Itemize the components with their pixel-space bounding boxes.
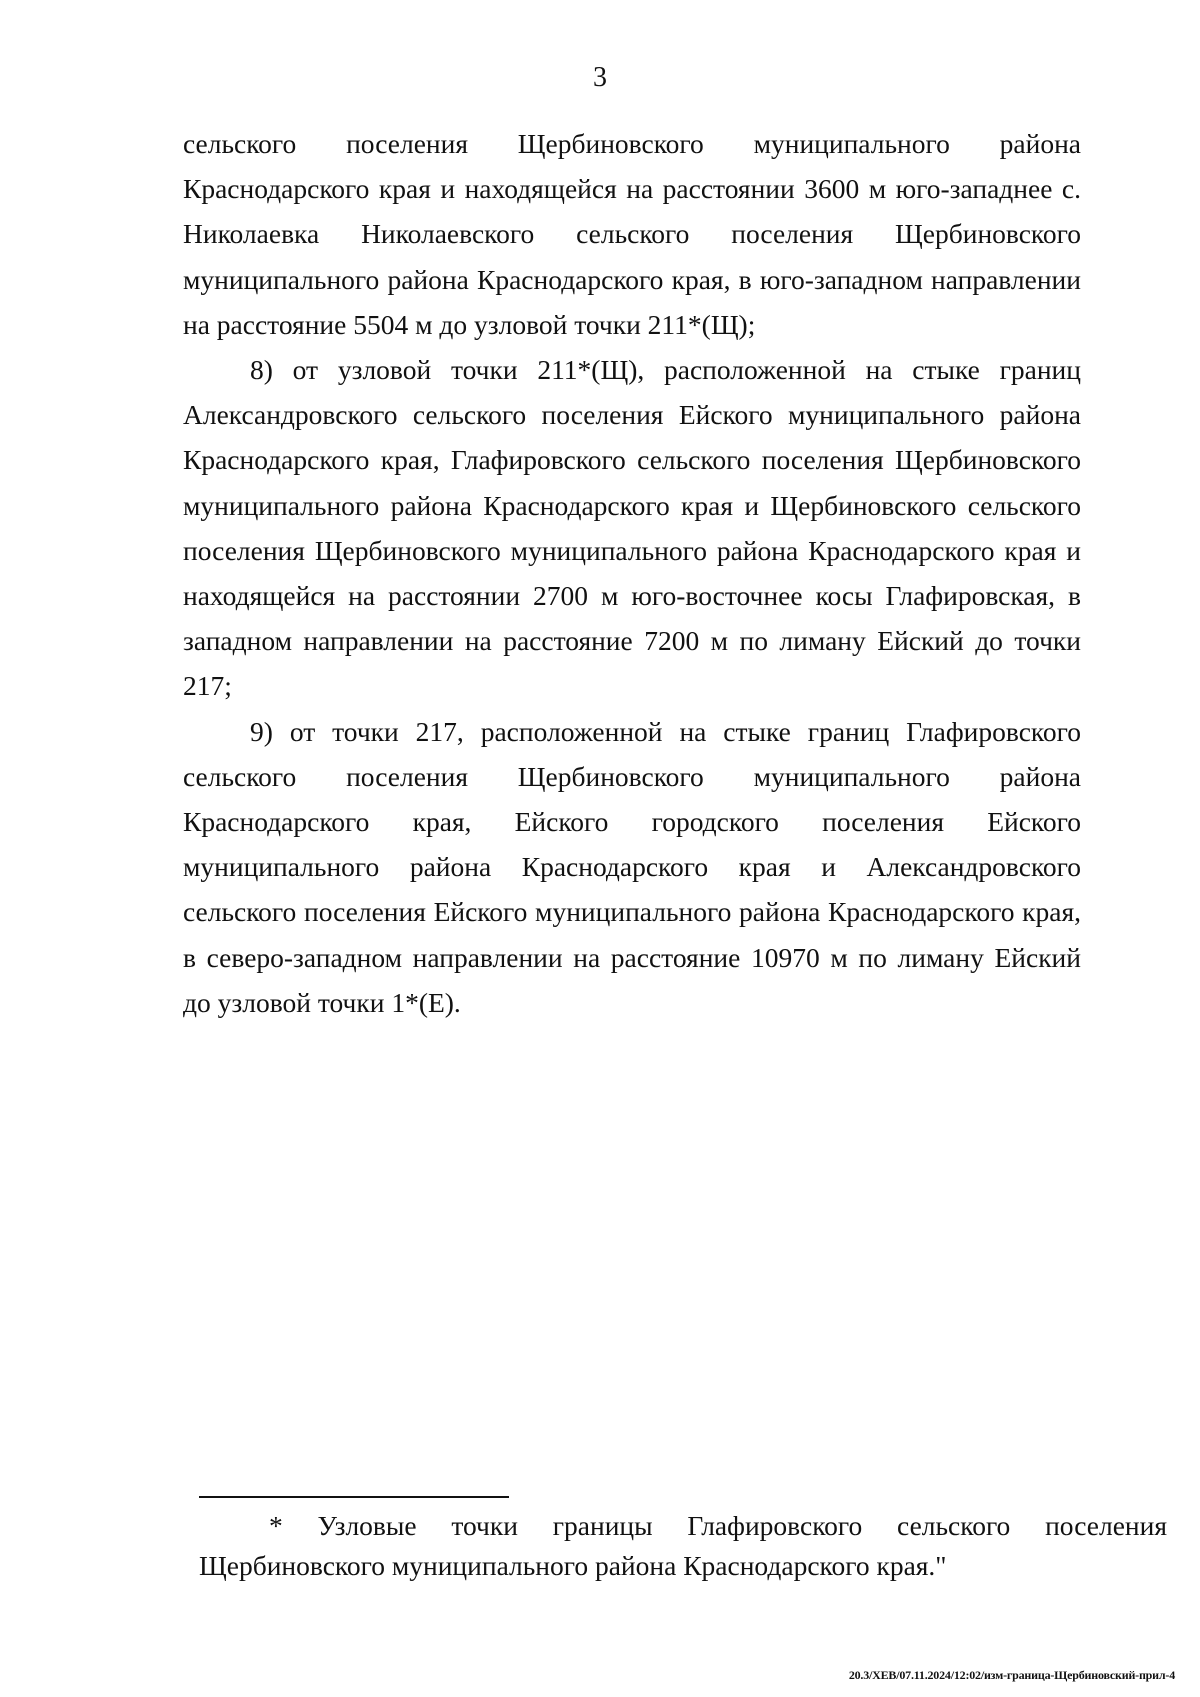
footnote: * Узловые точки границы Глафировского сельского поселения Щербиновского муниципального района Краснодарского края." bbox=[199, 1510, 1167, 1581]
paragraph-item-8: 8) от узловой точки 211*(Щ), расположенной на стыке границ Александровского сельского поселения Ейского муниципального района Краснодарского края, Глафировского сельского поселения Щербиновского муниципального района Краснодарского края и Щербиновского сельского поселения Щербиновского муниципального района Краснодарского края и находящейся на расстоянии 2700 м юго-восточнее косы Глафировская, в западном направлении на расстояние 7200 м по лиману Ейский до точки 217; bbox=[183, 354, 1081, 702]
paragraph-continuation: сельского поселения Щербиновского муниципального района Краснодарского края и находящейся на расстоянии 3600 м юго-западнее с. Николаевка Николаевского сельского поселения Щербиновского муниципального района Краснодарского края, в юго-западном направлении на расстояние 5504 м до узловой точки 211*(Щ); bbox=[183, 128, 1081, 340]
page-number: 3 bbox=[593, 62, 607, 93]
document-body bbox=[183, 121, 1081, 1025]
document-id: 20.3/ХЕВ/07.11.2024/12:02/изм-граница-Щербиновский-прил-4 bbox=[848, 1668, 1175, 1682]
paragraph-item-9: 9) от точки 217, расположенной на стыке границ Глафировского сельского поселения Щербиновского муниципального района Краснодарского края, Ейского городского поселения Ейского муниципального района Краснодарского края и Александровского сельского поселения Ейского муниципального района Краснодарского края, в северо-западном направлении на расстояние 10970 м по лиману Ейский до узловой точки 1*(Е). bbox=[183, 715, 1081, 1018]
footnote-separator bbox=[199, 1496, 509, 1498]
